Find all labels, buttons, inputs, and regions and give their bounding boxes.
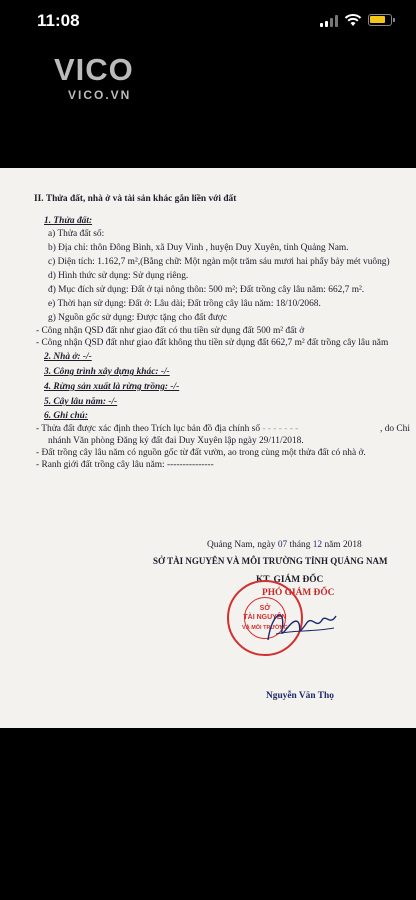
vico-watermark-logo [54,52,154,102]
battery-icon [368,14,392,26]
plot-address: b) Địa chỉ: thôn Đông Bình, xã Duy Vinh , huyện Duy Xuyên, tỉnh Quảng Nam. [48,243,349,253]
logo-text: VICO [54,52,134,87]
house-section: 2. Nhà ở: -/- [44,352,92,362]
logo-subtext: VICO.VN [68,88,132,102]
usage-form: d) Hình thức sử dụng: Sử dụng riêng. [48,271,189,281]
land-plot-title: 1. Thửa đất: [44,216,93,226]
plot-area: c) Diện tích: 1.162,7 m²,(Bằng chữ: Một ngàn một trăm sáu mươi hai phẩy bảy mét vuông) [48,257,390,267]
signature [262,600,342,650]
signer-name: Nguyễn Văn Thọ [266,691,334,701]
note-1-cont: nhánh Văn phòng Đăng ký đất đai Duy Xuyên lập ngày 29/11/2018. [48,436,304,446]
forest-section: 4. Rừng sản xuất là rừng trồng: -/- [44,382,180,392]
origin-item-1: - Công nhận QSD đất như giao đất có thu tiền sử dụng đất 500 m² đất ở [36,326,305,336]
origin-item-2: - Công nhận QSD đất như giao đất không thu tiền sử dụng đất 662,7 m² đất trồng cây lâu năm [36,338,389,348]
clock: 11:08 [37,11,80,30]
usage-origin: g) Nguồn gốc sử dụng: Được tặng cho đất được [48,313,228,323]
construction-section: 3. Công trình xây dựng khác: -/- [44,367,170,377]
usage-purpose: đ) Mục đích sử dụng: Đất ở tại nông thôn: 500 m²; Đất trồng cây lâu năm: 662,7 m². [48,285,365,295]
document-photo [0,168,416,728]
note-3: - Ranh giới đất trồng cây lâu năm: --------------- [36,460,214,470]
section-heading: II. Thửa đất, nhà ở và tài sản khác gắn liền với đất [34,194,237,204]
status-bar [0,0,416,44]
notes-title: 6. Ghi chú: [44,411,89,421]
deputy-director-title: PHÓ GIÁM ĐỐC [262,588,335,598]
note-1: - Thửa đất được xác định theo Trích lục bản đồ địa chính số - - - - - - - [36,424,299,434]
plot-number: a) Thửa đất số: [48,229,105,239]
cellular-signal-icon [320,15,340,27]
usage-term: e) Thời hạn sử dụng: Đất ở: Lâu dài; Đất trồng cây lâu năm: 18/10/2068. [48,299,321,309]
note-2: - Đất trồng cây lâu năm có nguồn gốc từ đất vườn, ao trong cùng một thửa đất có nhà ở. [36,448,366,458]
wifi-icon [344,12,362,28]
perennial-section: 5. Cây lâu năm: -/- [44,397,118,407]
kt-director: KT. GIÁM ĐỐC [256,575,324,585]
issuing-office: SỞ TÀI NGUYÊN VÀ MÔI TRƯỜNG TỈNH QUẢNG NAM [153,556,388,566]
note-1-end: , do Chi [380,424,410,434]
issue-date: Quảng Nam, ngày 07 tháng 12 năm 2018 [207,540,362,550]
official-seal: SỞ TÀI NGUYÊN VÀ MÔI TRƯỜNG [227,580,303,656]
